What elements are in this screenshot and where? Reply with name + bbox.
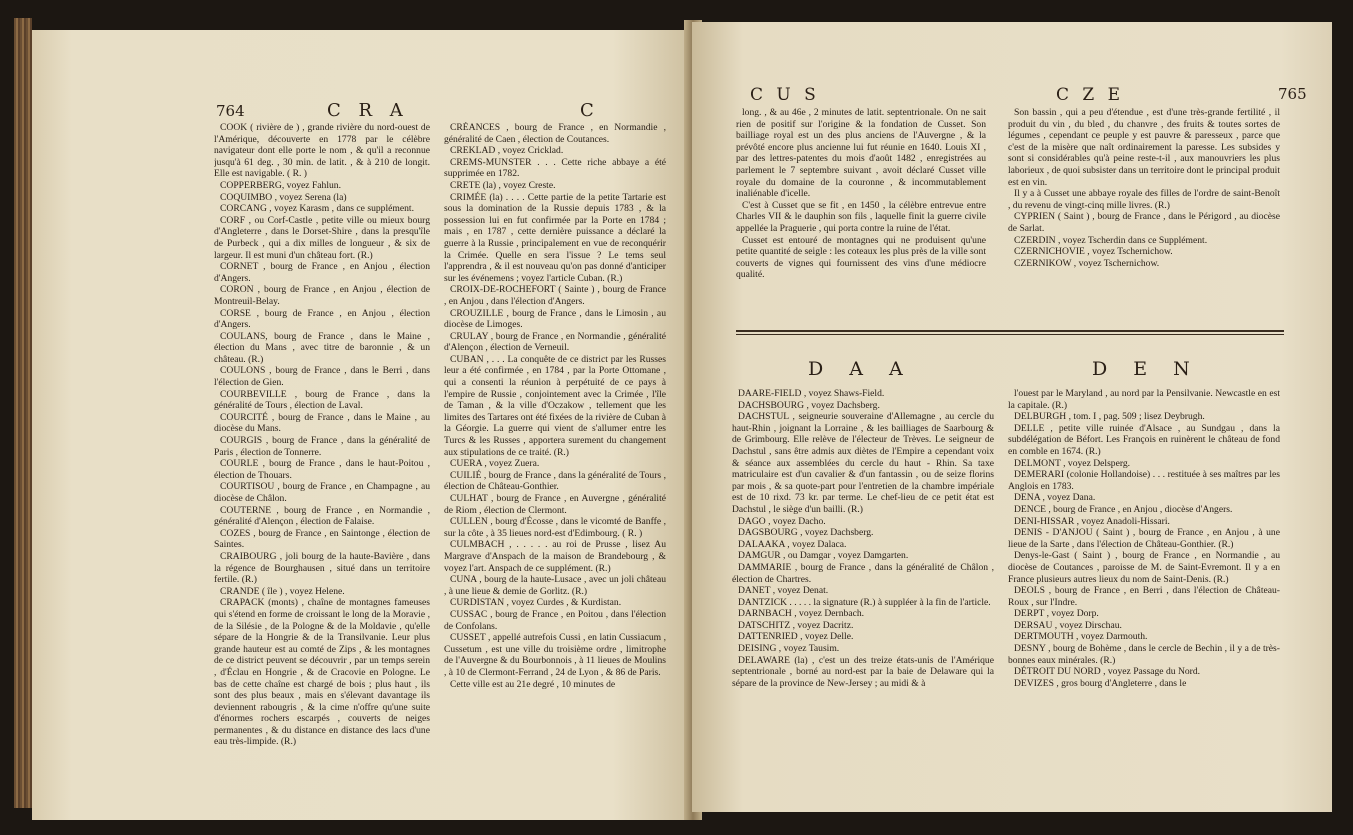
- right-column-2: [1008, 107, 1280, 317]
- dictionary-entry: CUSSAC , bourg de France , en Poitou , dans l'élection de Confolans.: [444, 608, 666, 632]
- dictionary-entry: CORSE , bourg de France , en Anjou , élection d'Angers.: [214, 307, 430, 331]
- dictionary-entry: COOK ( rivière de ) , grande rivière du nord-ouest de l'Amérique, découverte en 1778 par le célèbre navigateur dont elle porte le nom , & qu'il a reconnue jusqu'à 61 deg. , 30 min. de latit. , & à 210 de longit. Elle est navigable. ( R. ): [214, 122, 430, 180]
- dictionary-entry: CULHAT , bourg de France , en Auvergne , généralité de Riom , élection de Clermont.: [444, 493, 666, 516]
- right-page-number: 765: [1278, 85, 1307, 103]
- book-edge: [14, 18, 32, 808]
- left-header-word: C R A: [327, 100, 409, 121]
- section-rule: [736, 330, 1284, 332]
- dictionary-entry: DAGO , voyez Dacho.: [738, 515, 826, 527]
- dictionary-entry: CROUZILLE , bourg de France , dans le Limosin , au diocèse de Limoges.: [444, 307, 666, 331]
- dictionary-entry: CORF , ou Corf-Castle , petite ville ou mieux bourg d'Angleterre , dans le Dorset-Shire , dans la presqu'île de Purbeck , qui a dix milles de longueur , & six de largeur. Il est muni d'un château fort. (R.): [214, 214, 430, 261]
- dictionary-entry: Denys-le-Gast ( Saint ) , bourg de France , en Normandie , au diocèse de Coutances , paroisse de M. de Saint-Evremont. Il y a en France plusieurs autres lieux du nom de Saint-Denis. (R.): [1008, 550, 1280, 585]
- dictionary-entry: DARNBACH , voyez Dernbach.: [738, 608, 865, 620]
- dictionary-entry: DÉTROIT DU NORD , voyez Passage du Nord.: [1014, 666, 1201, 678]
- dictionary-entry: CZERNIKOW , voyez Tschernichow.: [1014, 257, 1160, 269]
- dictionary-entry: COQUIMBO , voyez Serena (la): [220, 191, 347, 203]
- dictionary-entry: DERPT , voyez Dorp.: [1014, 608, 1099, 620]
- right-column-3: [732, 388, 994, 808]
- dictionary-entry: CUILIÉ , bourg de France , dans la généralité de Tours , élection de Château-Gonthier.: [444, 469, 666, 493]
- dictionary-entry: CZERDIN , voyez Tscherdin dans ce Supplément.: [1014, 234, 1208, 246]
- dictionary-entry: DENCE , bourg de France , en Anjou , diocèse d'Angers.: [1014, 503, 1233, 515]
- dictionary-entry: DEMERARI (colonie Hollandoise) . . . restituée à ses maîtres par les Anglois en 1783.: [1008, 469, 1280, 492]
- dictionary-entry: l'ouest par le Maryland , au nord par la Pensilvanie. Newcastle en est la capitale. (R.): [1008, 388, 1280, 411]
- left-page: [32, 30, 692, 820]
- dictionary-entry: long. , & au 46e , 2 minutes de latit. septentrionale. On ne sait rien de positif sur l'origine & la fondation de Cusset. Son bailliage royal est un des plus anciens de l'Auvergne , & la prévôté encore plus ancienne lui fut réunie en 1640. Louis XI , par des lettres-patentes du mois d'août 1482 , enregistrées au parlement le 7 septembre suivant , avoit déclaré Cusset ville royale du domaine de la couronne , & incommutablement inaliénable d'icelle.: [736, 107, 986, 200]
- dictionary-entry: CUERA , voyez Zuera.: [450, 458, 540, 470]
- dictionary-entry: DANTZICK . . . . . la signature (R.) à suppléer à la fin de l'article.: [738, 596, 991, 608]
- dictionary-entry: CREKLAD , voyez Cricklad.: [450, 145, 564, 157]
- section-heading-den: D E N: [1092, 358, 1200, 380]
- dictionary-entry: CYPRIEN ( Saint ) , bourg de France , dans le Périgord , au diocèse de Sarlat.: [1008, 211, 1280, 234]
- section-heading-daa: D A A: [808, 358, 913, 380]
- dictionary-entry: DESNY , bourg de Bohème , dans le cercle de Bechin , il y a de très-bonnes eaux minérales. (R.): [1008, 643, 1280, 666]
- dictionary-entry: CULLEN , bourg d'Écosse , dans le vicomté de Banffe , sur la côte , à 35 lieues nord-est d'Edimbourg. ( R. ): [444, 516, 666, 539]
- dictionary-entry: DAMGUR , ou Damgar , voyez Damgarten.: [738, 550, 909, 562]
- right-header-right: C Z E: [1056, 85, 1125, 105]
- left-header-right: C: [580, 100, 594, 121]
- dictionary-entry: CUSSET , appellé autrefois Cussi , en latin Cussiacum , Cussetum , est une ville du troisième ordre , limitrophe de l'Auvergne & du Bourbonnois , à 11 lieues de Moulins , à 10 de Clermont-Ferrand , 24 de Lyon , & 86 de Paris.: [444, 632, 666, 678]
- dictionary-entry: DERSAU , voyez Dirschau.: [1014, 619, 1122, 631]
- dictionary-entry: CZERNICHOVIE , voyez Tschernichow.: [1014, 246, 1173, 258]
- dictionary-entry: COURCITÉ , bourg de France , dans le Maine , au diocèse du Mans.: [214, 411, 430, 435]
- left-column-1: [214, 122, 430, 762]
- dictionary-entry: DEOLS , bourg de France , en Berri , dans l'élection de Château-Roux , sur l'Indre.: [1008, 585, 1280, 608]
- section-rule-thin: [736, 334, 1284, 335]
- dictionary-entry: COURBEVILLE , bourg de France , dans la généralité de Tours , élection de Laval.: [214, 388, 430, 412]
- dictionary-entry: DANET , voyez Denat.: [738, 585, 829, 597]
- dictionary-entry: COURTISOU , bourg de France , en Champagne , au diocèse de Châlon.: [214, 481, 430, 504]
- dictionary-entry: CORCANG , voyez Karasm , dans ce supplément.: [220, 203, 414, 215]
- dictionary-entry: DACHSBOURG , voyez Dachsberg.: [738, 399, 880, 411]
- dictionary-entry: CRULAY , bourg de France , en Normandie , généralité d'Alençon , élection de Verneuil.: [444, 330, 666, 354]
- dictionary-entry: CORON , bourg de France , en Anjou , élection de Montreuil-Belay.: [214, 284, 430, 307]
- dictionary-entry: CURDISTAN , voyez Curdes , & Kurdistan.: [450, 597, 622, 609]
- dictionary-entry: CULMBACH , . . . . . au roi de Prusse , lisez Au Margrave d'Anspach de la maison de Brandebourg , & voyez l'art. Anspach de ce supplément. (R.): [444, 539, 666, 574]
- dictionary-entry: COULANS, bourg de France , dans le Maine , élection du Mans , avec titre de baronnie , & un château. (R.): [214, 330, 430, 365]
- dictionary-entry: DEVIZES , gros bourg d'Angleterre , dans le: [1014, 677, 1187, 689]
- dictionary-entry: CREMS-MUNSTER . . . Cette riche abbaye a été supprimée en 1782.: [444, 156, 666, 180]
- dictionary-entry: DELMONT , voyez Delsperg.: [1014, 457, 1131, 469]
- left-page-number: 764: [216, 102, 245, 120]
- dictionary-entry: DAMMARIE , bourg de France , dans la généralité de Châlon , élection de Chartres.: [732, 561, 994, 585]
- dictionary-entry: CRAIBOURG , joli bourg de la haute-Bavière , dans la régence de Bourghausen , situé dans un territoire fertile. (R.): [214, 550, 430, 586]
- dictionary-entry: CUNA , bourg de la haute-Lusace , avec un joli château , à une lieue & demie de Gorlitz. (R.): [444, 574, 666, 597]
- dictionary-entry: COURGIS , bourg de France , dans la généralité de Paris , élection de Tonnerre.: [214, 435, 430, 458]
- dictionary-entry: CRÉANCES , bourg de France , en Normandie , généralité de Caen , élection de Coutances.: [444, 122, 666, 145]
- dictionary-entry: CROIX-DE-ROCHEFORT ( Sainte ) , bourg de France , en Anjou , dans l'élection d'Angers.: [444, 284, 666, 307]
- dictionary-entry: DELAWARE (la) , c'est un des treize états-unis de l'Amérique septentrionale , borné au nord-est par la baie de Delaware qui la sépare de la province de New-Jersey ; au midi & à: [732, 654, 994, 689]
- dictionary-entry: DELLE , petite ville ruinée d'Alsace , au Sundgau , dans la subdélégation de Béfort. Les François en ruinèrent le château de fond en comble en 1674. (R.): [1008, 422, 1280, 457]
- dictionary-entry: DAARE-FIELD , voyez Shaws-Field.: [738, 388, 885, 399]
- dictionary-entry: DERTMOUTH , voyez Darmouth.: [1014, 631, 1148, 643]
- dictionary-entry: COZES , bourg de France , en Saintonge , élection de Saintes.: [214, 527, 430, 551]
- dictionary-entry: DATSCHITZ , voyez Dacritz.: [738, 619, 854, 631]
- dictionary-entry: COPPERBERG, voyez Fahlun.: [220, 179, 341, 191]
- right-header-left: C U S: [750, 85, 820, 105]
- dictionary-entry: CRAPACK (monts) , chaîne de montagnes fameuses qui s'étend en forme de croissant le long de la Moravie , de la Silésie , de la Pologne & de la Moldavie , qu'elle sépare de la Hongrie & de la Transilvanie. Leur plus grande hauteur est au comté de Zips , & les montagnes de ce district peuvent se découvrir , par un temps serein , d'Éclau en Hongrie , & de Cracovie en Pologne. Le bas de cette chaîne est chargé de bois ; plus haut , ils sont des plus beaux , mais en s'élevant davantage ils deviennent rabougris , & la cime n'offre qu'une suite d'énormes rochers escarpés , couverts de neiges permanentes , & du distance en distance des lacs d'une eau très-limpide. (R.): [214, 597, 430, 748]
- dictionary-entry: COURLE , bourg de France , dans le haut-Poitou , élection de Thouars.: [214, 458, 430, 481]
- dictionary-entry: DENIS - D'ANJOU ( Saint ) , bourg de France , en Anjou , à une lieue de la Sarte , dans l'élection de Château-Gonthier. (R.): [1008, 527, 1280, 550]
- dictionary-entry: Son bassin , qui a peu d'étendue , est d'une très-grande fertilité , il produit du vin , du bled , du chanvre , des fruits & toutes sortes de légumes , cependant ce peuple y est pauvre & paresseux , parce que c'est de la misère que naît ordinairement la paresse. Les subsides y sont si considérables qu'à peine reste-t-il , aux manouvriers les plus laborieux , de quoi subsister dans un territoire dont le principal produit est en vin.: [1008, 107, 1280, 188]
- dictionary-entry: DATTENRIED , voyez Delle.: [738, 631, 854, 643]
- dictionary-entry: DACHSTUL , seigneurie souveraine d'Allemagne , au cercle du haut-Rhin , joignant la Lorraine , & les bailliages de Saarbourg & de Grimbourg. Elle relève de l'électeur de Trèves. Le seigneur de Dachstul , sans être admis aux diètes de l'Empire a cependant voix & séance aux assemblées du cercle du haut - Rhin. Sa taxe matriculaire est d'un cavalier & d'un fantassin , ou de seize florins par mois , & sa quote-part pour l'entretien de la chambre impériale est de 10 rixd. 73 kr. par terme. Le chef-lieu de ce petit état est Dachstul , le siège d'un bailli. (R.): [732, 411, 994, 515]
- dictionary-entry: DALAAKA , voyez Dalaca.: [738, 538, 847, 550]
- dictionary-entry: CRIMÉE (la) . . . . Cette partie de la petite Tartarie est sous la domination de la Russie depuis 1783 , & la possession lui en fut confirmée par la Porte en 1784 ; mais , en 1787 , cette dernière puissance a déclaré la guerre à la Russie , principalement en vue de reconquérir la Crimée. Quelle en sera l'issue ? Le tems seul l'apprendra , & il est nouveau qu'on pas donné d'anticiper sur les événemens ; voyez l'article Cuban. (R.): [444, 191, 666, 284]
- dictionary-entry: COUTERNE , bourg de France , en Normandie , généralité d'Alençon , élection de Falaise.: [214, 504, 430, 528]
- dictionary-entry: DENA , voyez Dana.: [1014, 492, 1096, 504]
- right-page: [692, 22, 1332, 812]
- dictionary-entry: DENI-HISSAR , voyez Anadoli-Hissari.: [1014, 515, 1170, 527]
- dictionary-entry: CRETE (la) , voyez Creste.: [450, 179, 556, 191]
- dictionary-entry: DELBURGH , tom. I , pag. 509 ; lisez Deybrugh.: [1014, 411, 1205, 423]
- dictionary-entry: Cusset est entouré de montagnes qui ne produisent qu'une petite quantité de seigle : les coteaux les plus près de la ville sont couverts de vignes qui fournissent des vins d'une médiocre qualité.: [736, 234, 986, 281]
- dictionary-entry: C'est à Cusset que se fit , en 1450 , la célèbre entrevue entre Charles VII & le dauphin son fils , laquelle finit la guerre civile appellée la Praguerie , qui porta contre la ruine de l'état.: [736, 199, 986, 234]
- dictionary-entry: COULONS , bourg de France , dans le Berri , dans l'élection de Gien.: [214, 365, 430, 389]
- right-column-1: [736, 107, 986, 317]
- dictionary-entry: DEISING , voyez Tausim.: [738, 643, 840, 655]
- left-column-2: [444, 122, 666, 762]
- dictionary-entry: Cette ville est au 21e degré , 10 minutes de: [450, 678, 616, 690]
- dictionary-entry: Il y a à Cusset une abbaye royale des filles de l'ordre de saint-Benoît , du revenu de vingt-cinq mille livres. (R.): [1008, 188, 1280, 211]
- dictionary-entry: CORNET , bourg de France , en Anjou , élection d'Angers.: [214, 261, 430, 284]
- dictionary-entry: CUBAN , . . . La conquête de ce district par les Russes leur a été confirmée , en 1784 , par la Porte Ottomane , qui a consenti la réunion à perpétuité de ce pays à l'empire de Russie , conjointement avec la Crimée , l'île de Taman , & la ville d'Oczakow , tellement que les limites des Tartares ont été fixées de la rivière de Cuban à la Géorgie. La guerre qui vient de s'allumer entre les Turcs & les Russes , apportera surement du changement aux stipulations de ce traité. (R.): [444, 353, 666, 458]
- dictionary-entry: DAGSBOURG , voyez Dachsberg.: [738, 527, 874, 539]
- right-column-4: [1008, 388, 1280, 808]
- dictionary-entry: CRANDE ( île ) , voyez Helene.: [220, 585, 345, 597]
